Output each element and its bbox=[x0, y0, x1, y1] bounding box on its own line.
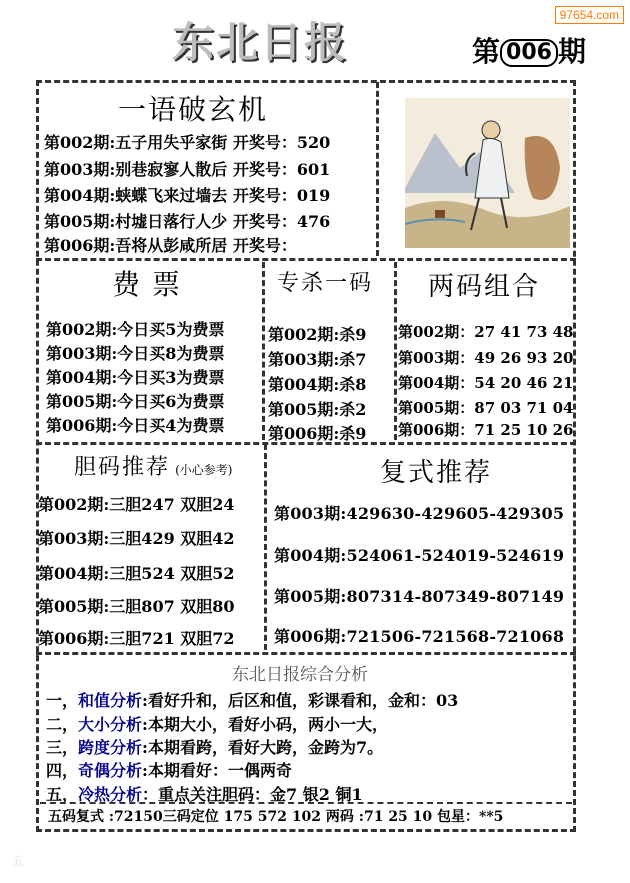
combo-line: 第005期：87 03 71 04 bbox=[398, 399, 574, 417]
kill-line: 第002期:杀9 bbox=[268, 325, 367, 344]
dan-line: 第004期:三胆524 双胆52 bbox=[38, 564, 235, 583]
kill-title: 专杀一码 bbox=[277, 271, 374, 296]
analysis-text: ：重点关注胆码：金7 银2 铜1 bbox=[142, 785, 363, 804]
feipiao-line: 第004期:今日买3为费票 bbox=[46, 368, 225, 387]
analysis-num: 三， bbox=[46, 738, 79, 757]
feipiao-line: 第002期:今日买5为费票 bbox=[46, 320, 225, 339]
kill-line: 第003期:杀7 bbox=[268, 350, 367, 369]
analysis-item bbox=[46, 688, 458, 711]
kill-line: 第004期:杀8 bbox=[268, 375, 367, 394]
analysis-num: 一， bbox=[46, 691, 79, 710]
brand-logo: 东北日报 bbox=[172, 18, 349, 67]
feipiao-line: 第005期:今日买6为费票 bbox=[46, 392, 225, 411]
fushi-line: 第005期:807314-807349-807149 bbox=[274, 587, 565, 606]
riddle-title: 一语破玄机 bbox=[118, 93, 269, 126]
riddle-line: 第006期:吾将从彭咸所居 开奖号： bbox=[44, 236, 297, 255]
kill-line: 第005期:杀2 bbox=[268, 400, 367, 419]
analysis-text: :看好升和，后区和值，彩课看和，金和：03 bbox=[142, 691, 459, 710]
divider bbox=[40, 802, 572, 804]
feipiao-line: 第003期:今日买8为费票 bbox=[46, 344, 225, 363]
analysis-num: 四， bbox=[46, 761, 79, 780]
divider bbox=[394, 262, 397, 440]
fushi-line: 第003期:429630-429605-429305 bbox=[274, 504, 565, 523]
kill-line: 第006期:杀9 bbox=[268, 424, 367, 443]
riddle-line: 第005期:村墟日落行人少 开奖号：476 bbox=[44, 212, 331, 231]
analysis-text: :本期看跨，看好大跨，金跨为7。 bbox=[142, 738, 384, 757]
analysis-num: 五， bbox=[46, 785, 79, 804]
fushi-title: 复式推荐 bbox=[380, 458, 493, 488]
analysis-item bbox=[46, 758, 292, 781]
riddle-line: 第003期:别巷寂寥人散后 开奖号：601 bbox=[44, 160, 331, 179]
feipiao-title: 费票 bbox=[112, 268, 193, 301]
dan-line: 第005期:三胆807 双胆80 bbox=[38, 597, 235, 616]
dan-line: 第003期:三胆429 双胆42 bbox=[38, 529, 235, 548]
analysis-title: 东北日报综合分析 bbox=[232, 665, 368, 685]
analysis-item bbox=[46, 712, 388, 735]
dan-line: 第002期:三胆247 双胆24 bbox=[38, 495, 235, 514]
combo-line: 第002期：27 41 73 48 bbox=[398, 323, 574, 341]
analysis-label: 奇偶分析 bbox=[78, 761, 143, 780]
fushi-line: 第004期:524061-524019-524619 bbox=[274, 546, 565, 565]
divider bbox=[264, 444, 267, 650]
divider bbox=[376, 82, 379, 256]
analysis-footer: 五码复式 :72150三码定位 175 572 102 两码 :71 25 10 包星：**5 bbox=[48, 809, 504, 825]
divider bbox=[36, 652, 576, 655]
issue-suffix: 期 bbox=[557, 35, 586, 68]
analysis-label: 跨度分析 bbox=[78, 738, 143, 757]
fushi-line: 第006期:721506-721568-721068 bbox=[274, 627, 565, 646]
dan-line: 第006期:三胆721 双胆72 bbox=[38, 629, 235, 648]
feipiao-line: 第006期:今日买4为费票 bbox=[46, 416, 225, 435]
analysis-item bbox=[46, 735, 383, 758]
analysis-text: :本期大小，看好小码，两小一大， bbox=[142, 715, 388, 734]
divider bbox=[36, 442, 576, 445]
dan-header bbox=[74, 450, 232, 481]
analysis-label: 和值分析 bbox=[78, 691, 143, 710]
riddle-line: 第004期:蛱蝶飞来过墙去 开奖号：019 bbox=[44, 186, 331, 205]
site-badge[interactable]: 97654.com bbox=[555, 6, 624, 24]
scholar-painting bbox=[405, 98, 570, 248]
analysis-label: 大小分析 bbox=[78, 715, 143, 734]
analysis-num: 二， bbox=[46, 715, 79, 734]
issue-number bbox=[472, 30, 586, 70]
combo-line: 第003期：49 26 93 20 bbox=[398, 349, 574, 367]
watermark: 五 bbox=[12, 854, 25, 868]
dan-note: (小心参考) bbox=[175, 463, 233, 477]
issue-num: 006 bbox=[500, 39, 558, 67]
divider bbox=[36, 258, 576, 261]
issue-prefix: 第 bbox=[472, 35, 501, 68]
combo-title: 两码组合 bbox=[428, 272, 541, 302]
combo-line: 第006期：71 25 10 26 bbox=[398, 421, 574, 439]
divider bbox=[262, 262, 265, 440]
riddle-line: 第002期:五子用失乎家街 开奖号：520 bbox=[44, 133, 331, 152]
analysis-label: 冷热分析 bbox=[78, 785, 143, 804]
analysis-text: :本期看好：一偶两奇 bbox=[142, 761, 292, 780]
dan-title: 胆码推荐 bbox=[74, 455, 171, 480]
combo-line: 第004期：54 20 46 21 bbox=[398, 374, 574, 392]
